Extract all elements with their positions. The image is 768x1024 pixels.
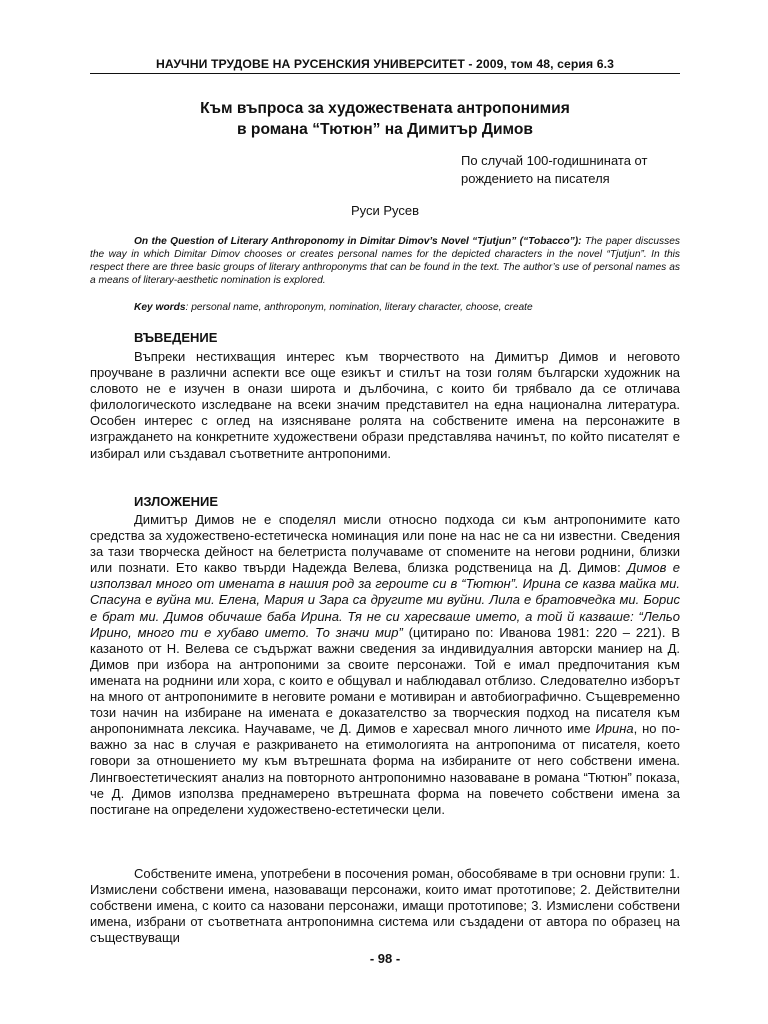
- exposition-paragraph: [90, 512, 680, 818]
- abstract-text: The paper discusses the way in which Dimitar Dimov chooses or creates personal names for the depicted characters in the novel “Tjutjun”. In this respect there are three basic groups of literary anthroponyms that can be found in the text. The author’s use of personal names as a means of literary-aesthetic nomination is explored.: [90, 236, 680, 286]
- article-title: [90, 98, 680, 140]
- section-heading-exposition: ИЗЛОЖЕНИЕ: [134, 494, 219, 509]
- abstract-title: On the Question of Literary Anthroponomy in Dimitar Dimov’s Novel “Tjutjun” (“Tobacco”):: [134, 236, 582, 247]
- keywords-label: Key words: [134, 302, 186, 313]
- running-header: НАУЧНИ ТРУДОВЕ НА РУСЕНСКИЯ УНИВЕРСИТЕТ - 2009, том 48, серия 6.3: [156, 57, 614, 71]
- introduction-paragraph: Въпреки нестихващия интерес към творчеството на Димитър Димов и неговото проучване в различни аспекти все още езикът и стилът на този голям български художник на словото не е изучен в онази широта и дълбочина, с които би трябвало да се отличава филологическото изследване на всеки значим представител на една национална литература. Особен интерес с оглед на изясняване ролята на собствените имена на персонажите в изграждането на конкретните художествени образи представлява начинът, по който писателят е избирал или създавал съответните антропоними.: [90, 349, 680, 461]
- exposition-text-a: Димитър Димов не е споделял мисли относно подхода си към антропонимите като средства за художествено-естетическа номинация или поне на нас не са ни известни. Сведения за тази творческа дейност на белетриста получаваме от спомените на негови роднини, близки или познати. Ето какво твърди Надежда Велева, близка родственица на Д. Димов:: [90, 512, 680, 576]
- velева-quote: Димов е използвал много от имената в нашия род за героите си в “Тютюн”. Ирина се казва майка ми. Спасуна е вуйна ми. Елена, Мария и Зара са другите ми вуйни. Лила е братовчедка ми. Борис е брат ми. Димов обичаше баба Ирина. Тя не си харесваше името, а той й казваше: “Лельо Ирино, много ти е хубаво името. То значи мир”: [90, 560, 680, 640]
- page-number: - 98 -: [369, 951, 401, 966]
- abstract: [90, 236, 680, 288]
- title-line-2: в романа “Тютюн” на Димитър Димов: [237, 121, 533, 138]
- dedication: По случай 100-годишнината от рождението на писателя: [461, 153, 648, 186]
- title-line-1: Към въпроса за художествената антропонимия: [200, 100, 570, 117]
- groups-paragraph: Собствените имена, употребени в посочения роман, обособяваме в три основни групи: 1. Измислени собствени имена, назоваващи персонажи, които имат прототипове; 2. Действителни собствени имена, с които са назовани персонажи, имащи прототипове; 3. Измислени собствени имена, избрани от съответната антропонимна система или създадени от автора по образец на съществуващи: [90, 866, 680, 946]
- keywords-text: : personal name, anthroponym, nomination, literary character, choose, create: [185, 302, 533, 313]
- name-irina: Ирина: [595, 721, 634, 737]
- keywords: [134, 301, 680, 314]
- section-heading-introduction: ВЪВЕДЕНИЕ: [134, 330, 218, 345]
- author-name: Руси Русев: [350, 203, 420, 218]
- exposition-text-b: (цитирано по: Иванова 1981: 220 – 221). В казаното от Н. Велева се съдържат важни сведения за индивидуалния авторски маниер на Д. Димов при избора на антропоними за своите персонажи. Той е имал предпочитания към имената на роднини или хора, с които е общувал и наблюдавал отблизо. Следователно изборът на много от антропонимите в неговите романи е мотивиран и автобиографично. Същевременно този начин на избиране на имената е доказателство за творческия подход на писателя към анропонимната лексика. Научаваме, че Д. Димов е харесвал много личното име: [90, 624, 681, 737]
- exposition-text-c: , но по-важно за нас в случая е разкриването на етимологията на антропонима от писателя, което говори за отношението му към вътрешната форма на избираните от него собствени имена. Лингвоестетическият анализ на повторното антропонимно назоваване в романа “Тютюн” показа, че Д. Димов използва преднамерено вътрешната форма на повечето собствени имена за постигане на определени художествено-естетически цели.: [90, 721, 681, 817]
- header-rule: [90, 73, 680, 74]
